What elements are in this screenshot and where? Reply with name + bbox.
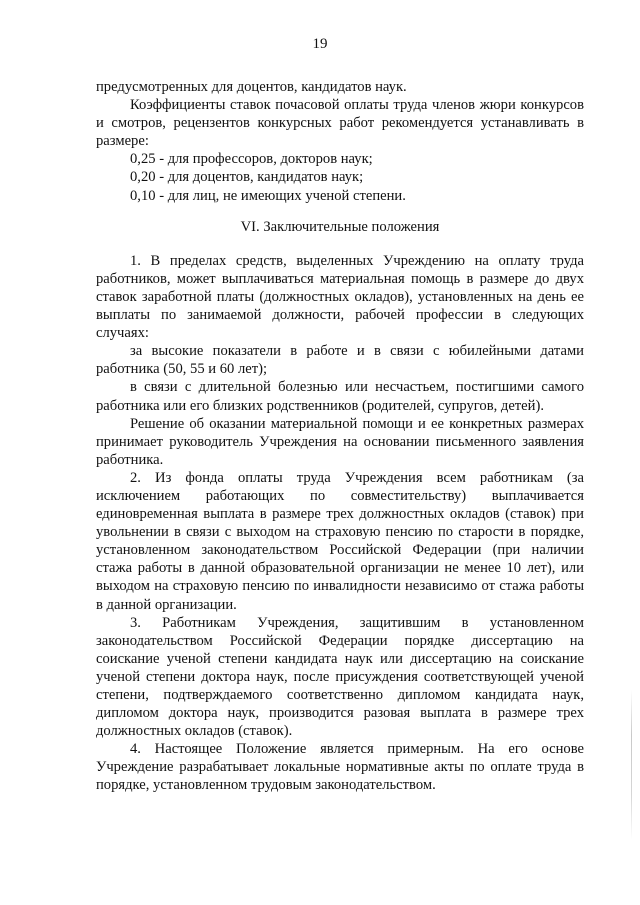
- clause-1-case: за высокие показатели в работе и в связи с юбилейными датами работника (50, 55 и 60 лет);: [96, 343, 584, 378]
- clause-2: 2. Из фонда оплаты труда Учреждения всем работникам (за исключением работающих по совместительству) выплачивается единовременная выплата в размере трех должностных окладов (ставок) при увольнении в связи с выходом на страховую пенсию по старости в порядке, установленном законодательством Российской Федерации (при наличии стажа работы в данной образовательной организации не менее 10 лет), или выходом на страховую пенсию по инвалидности независимо от стажа работы в данной организации.: [96, 469, 584, 613]
- scan-edge-mark: [631, 690, 632, 840]
- page-number: 19: [312, 36, 328, 52]
- section-heading: VI. Заключительные положения: [240, 218, 440, 235]
- clause-1-decision: Решение об оказании материальной помощи и ее конкретных размерах принимает руководитель Учреждения на основании письменного заявления работника.: [96, 415, 584, 468]
- coefficient-item: 0,25 - для профессоров, докторов наук;: [130, 151, 373, 168]
- continuation-line: предусмотренных для доцентов, кандидатов наук.: [96, 79, 407, 95]
- coefficient-item: 0,10 - для лиц, не имеющих ученой степени.: [130, 187, 406, 204]
- coefficient-item: 0,20 - для доцентов, кандидатов наук;: [130, 169, 364, 186]
- document-body: [96, 78, 584, 795]
- coefficients-intro: Коэффициенты ставок почасовой оплаты труда членов жюри конкурсов и смотров, рецензентов конкурсных работ рекомендуется устанавливать в размере:: [96, 97, 584, 150]
- clause-3: 3. Работникам Учреждения, защитившим в установленном законодательством Российской Федерации порядке диссертацию на соискание ученой степени кандидата наук или диссертацию на соискание ученой степени доктора наук, после присуждения соответствующей ученой степени, подтверждаемого соответственно дипломом кандидата наук, дипломом доктора наук, производится разовая выплата в размере трех должностных окладов (ставок).: [96, 614, 584, 740]
- clause-4: 4. Настоящее Положение является примерным. На его основе Учреждение разрабатывает локальные нормативные акты по оплате труда в порядке, установленном трудовым законодательством.: [96, 741, 584, 794]
- clause-1: 1. В пределах средств, выделенных Учреждению на оплату труда работников, может выплачиваться материальная помощь в размере до двух ставок заработной платы (должностных окладов), установленных на день ее выплаты по занимаемой должности, рабочей профессии в следующих случаях:: [96, 252, 584, 342]
- clause-1-case: в связи с длительной болезнью или несчастьем, постигшими самого работника или его близких родственников (родителей, супругов, детей).: [96, 379, 584, 414]
